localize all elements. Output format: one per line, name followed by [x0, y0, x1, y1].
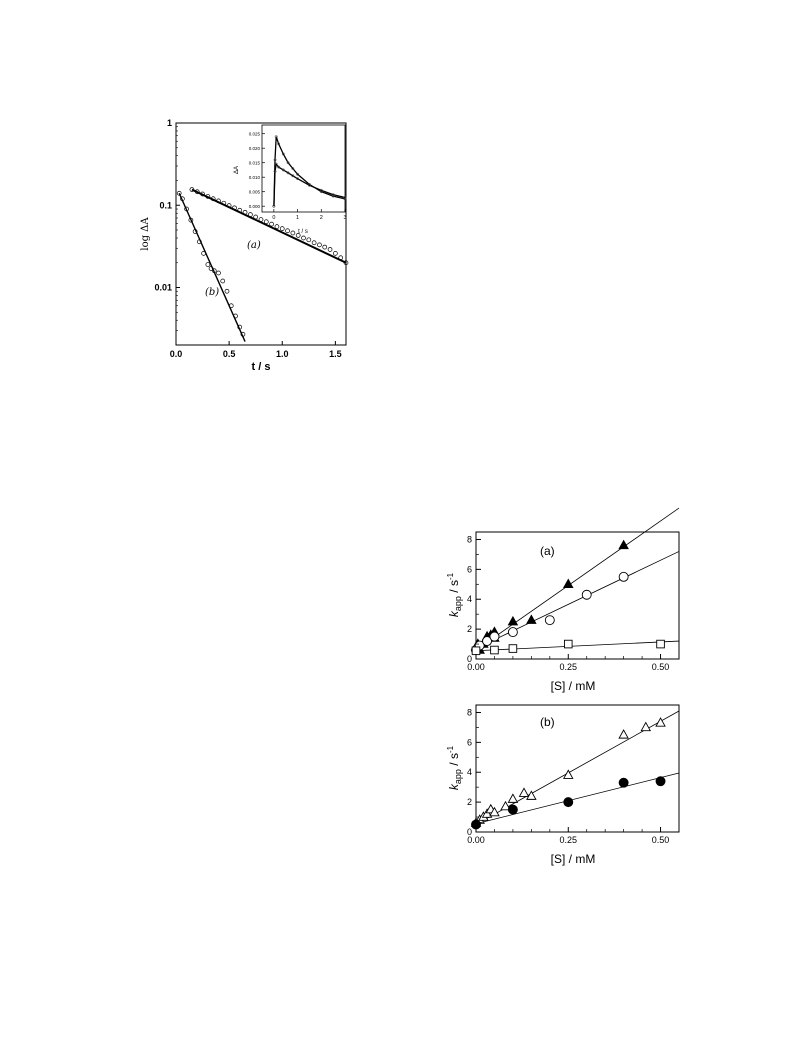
log-decay-x-tick-label: 0.0: [169, 349, 183, 359]
kapp-b-data-point: [564, 798, 573, 807]
log-decay-data-point: [206, 263, 210, 267]
log-decay-x-tick-label: 0.5: [222, 349, 236, 359]
log-decay-data-point: [225, 289, 229, 293]
kapp-a-data-point: [508, 628, 517, 637]
kapp-b-y-tick-label: 2: [466, 797, 472, 808]
log-decay-data-point: [302, 236, 306, 240]
inset-y-tick-label: 0.015: [248, 160, 260, 166]
log-decay-y-tick-label: 1: [166, 118, 172, 128]
kapp-a-data-point: [509, 645, 517, 653]
kapp-b-y-label-sub: app: [453, 769, 463, 785]
kapp-a-y-label-unit: / s: [447, 580, 461, 597]
kapp-b-data-point: [641, 723, 650, 731]
kapp-b-data-point: [519, 788, 528, 796]
log-decay-label-b: (b): [205, 287, 220, 298]
kapp-b-plot-frame: [476, 705, 679, 832]
kapp-a-panel-label: (a): [540, 544, 555, 558]
kapp-b-y-tick-label: 4: [466, 767, 472, 778]
log-decay-data-point: [328, 247, 332, 251]
kapp-a-data-point: [472, 647, 480, 655]
kapp-b-chart: [446, 705, 679, 866]
log-decay-data-point: [248, 213, 252, 217]
log-decay-data-point: [286, 229, 290, 233]
kapp-a-plot-frame: [476, 532, 679, 659]
kapp-a-fit-line: [476, 508, 679, 650]
kapp-a-data-point: [564, 640, 572, 648]
inset-y-label: ΔA: [234, 165, 240, 175]
kapp-b-x-label: [S] / mM: [550, 852, 596, 866]
kapp-b-fit-line: [476, 773, 679, 824]
inset-y-tick-label: 0.025: [248, 131, 260, 137]
kapp-a-y-tick-label: 8: [466, 534, 472, 545]
log-decay-data-point: [275, 225, 279, 229]
kapp-b-data-point: [656, 777, 665, 786]
log-decay-data-point: [270, 222, 274, 226]
log-decay-x-tick-label: 1.5: [329, 349, 342, 359]
inset-x-tick-label: 2: [319, 215, 323, 221]
log-decay-data-point: [333, 251, 337, 255]
kapp-b-data-point: [508, 805, 517, 814]
kapp-b-y-label-sup: -1: [446, 745, 455, 754]
log-decay-x-label: t / s: [251, 361, 271, 373]
kapp-a-y-label-sub: app: [453, 596, 463, 612]
kapp-a-data-point: [491, 646, 499, 654]
log-decay-data-point: [317, 243, 321, 247]
log-decay-data-point: [291, 231, 295, 235]
log-decay-data-point: [312, 241, 316, 245]
inset-y-tick-label: 0.010: [248, 175, 260, 181]
inset-y-tick-label: 0.000: [248, 204, 260, 210]
log-decay-data-point: [280, 227, 284, 231]
kapp-a-data-point: [582, 590, 591, 599]
kapp-b-y-label: [446, 745, 463, 790]
kapp-a-data-point: [545, 616, 554, 625]
inset-x-tick-label: 1: [296, 215, 300, 221]
inset-y-tick-label: 0.005: [248, 189, 260, 195]
kapp-a-x-tick-label: 0.25: [559, 662, 578, 672]
inset-x-tick-label: 0: [272, 215, 276, 221]
kapp-a-fit-line: [476, 641, 679, 651]
kapp-b-y-tick-label: 0: [466, 827, 472, 837]
kapp-a-x-tick-label: 0.00: [467, 662, 485, 672]
log-decay-y-tick-label: 0.1: [159, 200, 172, 211]
log-decay-y-label: log ΔA: [140, 217, 151, 251]
kapp-a-y-label-sup: -1: [446, 572, 455, 581]
kapp-b-data-point: [508, 794, 517, 802]
kapp-b-y-label-k: k: [447, 784, 461, 791]
kapp-a-x-label: [S] / mM: [550, 679, 596, 693]
log-decay-label-a: (a): [247, 240, 261, 251]
kapp-a-data-point: [619, 572, 628, 581]
kapp-a-data-point: [508, 617, 517, 625]
kapp-a-data-point: [490, 632, 499, 641]
kapp-a-y-label-k: k: [447, 611, 461, 618]
kapp-a-y-tick-label: 6: [466, 564, 472, 575]
kapp-b-marks: [472, 711, 680, 829]
log-decay-data-point: [202, 251, 206, 255]
log-decay-data-point: [307, 238, 311, 242]
kapp-a-y-tick-label: 4: [466, 594, 472, 605]
log-decay-y-tick-label: 0.01: [154, 282, 172, 293]
inset-x-label: t / s: [298, 229, 308, 235]
kapp-a-y-label: [446, 572, 463, 617]
log-decay-fit-line: [179, 193, 245, 341]
kapp-a-data-point: [657, 640, 665, 648]
kapp-a-marks: [472, 508, 680, 655]
kapp-b-panel-label: (b): [540, 715, 555, 729]
log-decay-data-point: [254, 215, 258, 219]
kapp-b-y-tick-label: 6: [466, 737, 472, 748]
log-decay-chart: [140, 118, 348, 373]
kapp-b-x-tick-label: 0.25: [559, 835, 578, 845]
inset-x-tick-label: 3: [343, 215, 347, 221]
log-decay-data-point: [323, 245, 327, 249]
log-decay-data-point: [217, 271, 221, 275]
kapp-b-data-point: [619, 778, 628, 787]
kapp-b-x-tick-label: 0.50: [651, 835, 670, 845]
kapp-b-data-point: [619, 730, 628, 738]
log-decay-x-tick-label: 1.0: [275, 349, 289, 359]
kapp-a-y-tick-label: 0: [466, 654, 472, 664]
log-decay-data-point: [264, 220, 268, 224]
kapp-a-y-tick-label: 2: [466, 624, 472, 635]
kapp-a-fit-line: [476, 551, 679, 648]
inset-y-tick-label: 0.020: [248, 146, 260, 152]
kapp-b-y-label-unit: / s: [447, 753, 461, 770]
kapp-b-y-tick-label: 8: [466, 707, 472, 718]
log-decay-data-point: [221, 279, 225, 283]
kapp-b-x-tick-label: 0.00: [467, 835, 485, 845]
kapp-a-x-tick-label: 0.50: [651, 662, 670, 672]
kapp-a-chart: [446, 508, 679, 693]
log-decay-data-point: [259, 218, 263, 222]
